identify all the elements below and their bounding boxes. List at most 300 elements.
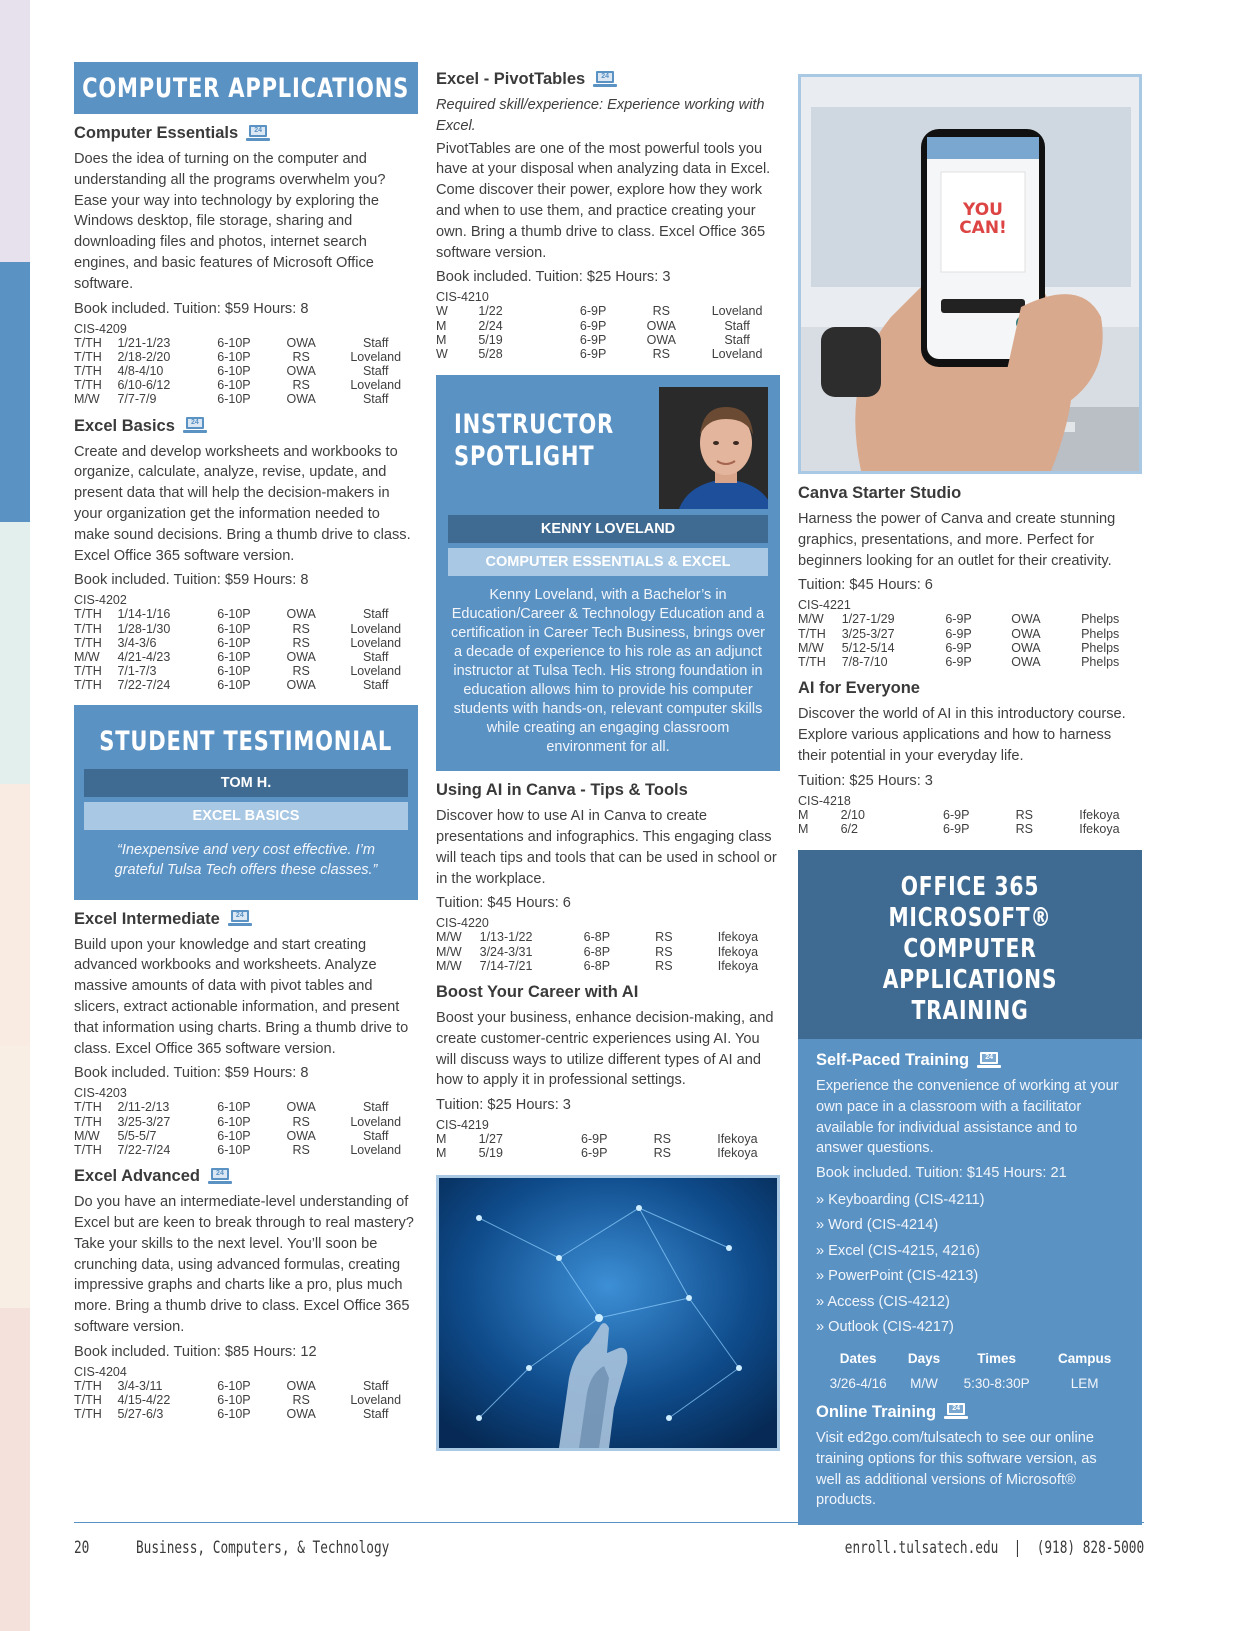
table-cell: RS	[292, 1142, 310, 1157]
schedule-table	[74, 1379, 418, 1422]
table-cell: 6-9P	[943, 821, 970, 836]
course-tuition: Book included. Tuition: $59 Hours: 8	[74, 300, 309, 317]
table-cell: T/TH	[74, 678, 102, 693]
table-cell: Phelps	[1081, 655, 1120, 669]
table-cell: T/TH	[74, 664, 102, 679]
table-cell: T/TH	[74, 1378, 102, 1393]
course-code: CIS-4202	[74, 593, 127, 608]
table-cell: 2/18-2/20	[117, 349, 171, 364]
table-cell: OWA	[286, 649, 316, 664]
list-item: » Word (CIS-4214)	[816, 1217, 939, 1234]
course-title-row	[798, 484, 1142, 503]
table-row	[798, 641, 1142, 655]
table-cell: 4/21-4/23	[117, 649, 171, 664]
table-row	[798, 612, 1142, 626]
table-cell: 6-10P	[217, 678, 251, 693]
course-canva-starter	[798, 484, 1142, 669]
schedule-table	[74, 1100, 418, 1157]
edge-band-blue	[0, 262, 30, 522]
table-row	[74, 1143, 418, 1157]
table-cell: 1/14-1/16	[117, 607, 171, 622]
table-row	[74, 392, 418, 406]
table-row	[436, 319, 780, 333]
table-cell: M	[798, 807, 809, 822]
spotlight-description: Kenny Loveland, with a Bachelor’s in Education/Career & Technology Education and a certification in Career Tech Business, brings over a decade of experience to his role as an adjunct instructor at Tulsa Tech. His strong foundation in education allows him to provide his computer students with hands-on, relevant computer skills while creating an engaging classroom environment for all.	[450, 587, 766, 756]
table-row	[798, 808, 1142, 822]
table-header-row	[816, 1347, 1124, 1370]
section-banner-title: COMPUTER APPLICATIONS	[82, 72, 410, 104]
table-cell: OWA	[286, 1128, 316, 1143]
table-cell: T/TH	[74, 1392, 102, 1407]
table-row	[74, 350, 418, 364]
spotlight-heading-line: SPOTLIGHT	[454, 441, 595, 473]
office365-training-box	[798, 850, 1142, 1525]
table-cell: M/W	[74, 649, 100, 664]
table-row	[74, 1393, 418, 1407]
table-cell: 6-9P	[581, 1132, 608, 1147]
table-cell: OWA	[286, 1100, 316, 1115]
table-cell: 5/19	[478, 1146, 503, 1161]
table-cell: M/W	[74, 392, 100, 407]
course-ai-in-canva	[436, 781, 780, 973]
course-description: Discover how to use AI in Canva to create presentations and infographics. This engaging class will teach tips and tools that can be used in school or in the workplace.	[436, 808, 777, 887]
course-title: Boost Your Career with AI	[436, 982, 639, 1001]
table-cell: Ifekoya	[717, 1132, 758, 1147]
table-cell: 6-10P	[217, 378, 251, 393]
table-cell: Phelps	[1081, 612, 1120, 627]
instructor-photo	[659, 387, 768, 509]
table-cell: Staff	[362, 1128, 389, 1143]
table-row	[74, 622, 418, 636]
laptop-24-icon: 24	[183, 417, 207, 435]
laptop-24-icon: 24	[944, 1403, 968, 1421]
course-title-row	[74, 417, 418, 436]
table-cell: Phelps	[1081, 640, 1120, 655]
table-cell: 6-9P	[945, 626, 972, 641]
course-title: Excel Intermediate	[74, 909, 220, 928]
table-cell: RS	[292, 621, 310, 636]
spotlight-heading	[454, 409, 614, 473]
table-cell: 6-10P	[217, 363, 251, 378]
section-banner	[74, 62, 418, 114]
table-cell: 6-10P	[217, 607, 251, 622]
course-title-row	[436, 70, 780, 89]
laptop-24-icon: 24	[593, 71, 617, 89]
table-cell: Ifekoya	[1079, 807, 1120, 822]
table-cell: OWA	[286, 1378, 316, 1393]
table-cell: Ifekoya	[717, 1146, 758, 1161]
table-row	[74, 1100, 418, 1114]
table-cell: 6-10P	[217, 621, 251, 636]
table-cell: W	[436, 304, 448, 319]
table-cell: RS	[655, 944, 673, 959]
table-row	[74, 378, 418, 392]
table-cell: Staff	[362, 1407, 389, 1422]
schedule-table	[798, 808, 1142, 836]
table-cell: Staff	[362, 392, 389, 407]
column-left	[74, 62, 418, 1421]
table-cell: T/TH	[74, 1407, 102, 1422]
table-cell: 1/21-1/23	[117, 335, 171, 350]
course-code: CIS-4204	[74, 1364, 127, 1379]
table-cell: RS	[292, 664, 310, 679]
spotlight-top	[448, 387, 768, 509]
table-cell: T/TH	[74, 621, 102, 636]
table-cell: OWA	[286, 363, 316, 378]
table-row	[74, 607, 418, 621]
table-cell: T/TH	[798, 626, 826, 641]
course-tuition: Book included. Tuition: $59 Hours: 8	[74, 1065, 309, 1082]
footer-section-name: Business, Computers, & Technology	[136, 1538, 390, 1558]
online-training-title-row	[816, 1403, 1124, 1422]
course-title: Using AI in Canva - Tips & Tools	[436, 781, 688, 800]
course-tuition: Tuition: $45 Hours: 6	[798, 577, 933, 594]
table-cell: Staff	[362, 649, 389, 664]
table-row	[436, 347, 780, 361]
table-cell: 4/15-4/22	[117, 1392, 171, 1407]
course-title: Excel Advanced	[74, 1167, 200, 1186]
table-cell: 6-10P	[217, 392, 251, 407]
table-cell: OWA	[286, 678, 316, 693]
list-item: » Keyboarding (CIS-4211)	[816, 1191, 985, 1208]
table-cell: LEM	[1070, 1375, 1099, 1391]
table-cell: T/TH	[74, 363, 102, 378]
table-cell: OWA	[286, 1407, 316, 1422]
schedule-table	[436, 930, 780, 973]
table-cell: 6-8P	[583, 944, 611, 959]
table-row	[74, 336, 418, 350]
table-cell: OWA	[1011, 640, 1041, 655]
laptop-24-icon: 24	[208, 1168, 232, 1186]
course-excel-intermediate	[74, 910, 418, 1158]
table-cell: Loveland	[711, 304, 763, 319]
table-cell: Loveland	[350, 1392, 402, 1407]
table-cell: RS	[292, 635, 310, 650]
table-cell: 6-10P	[217, 1142, 251, 1157]
laptop-24-icon: 24	[977, 1052, 1001, 1070]
table-cell: 6-10P	[217, 1392, 251, 1407]
table-cell: 7/22-7/24	[117, 1142, 171, 1157]
course-description: Create and develop worksheets and workbooks to organize, calculate, analyze, revise, update, and present data that will help the decision-makers in your organization get the information needed to make sound decisions. Bring a thumb drive to class. Excel Office 365 software version.	[74, 443, 411, 564]
table-cell: Loveland	[350, 378, 402, 393]
edge-band-lavender	[0, 0, 30, 262]
edge-band-pink	[0, 1308, 30, 1631]
table-cell: 3/25-3/27	[117, 1114, 171, 1129]
footer-contact: enroll.tulsatech.edu | (918) 828-5000	[844, 1538, 1144, 1558]
table-cell: 3/4-3/6	[117, 635, 157, 650]
table-row	[798, 655, 1142, 669]
table-cell: 7/8-7/10	[841, 655, 888, 669]
course-description: Boost your business, enhance decision-making, and create customer-centric experiences using AI. You will discuss ways to utilize different types of AI and how to apply it in professional settings.	[436, 1009, 774, 1089]
spotlight-course: COMPUTER ESSENTIALS & EXCEL	[448, 548, 768, 576]
self-paced-course-list	[816, 1188, 1124, 1341]
table-cell: T/TH	[74, 378, 102, 393]
table-cell: OWA	[1011, 626, 1041, 641]
table-cell: RS	[653, 1132, 671, 1147]
table-cell: RS	[292, 1392, 310, 1407]
table-cell: Staff	[724, 332, 750, 347]
table-row	[74, 636, 418, 650]
self-paced-title: Self-Paced Training	[816, 1051, 970, 1069]
table-cell: 3/4-3/11	[117, 1378, 163, 1393]
course-computer-essentials	[74, 124, 418, 407]
testimonial-heading: STUDENT TESTIMONIAL	[99, 726, 393, 758]
table-row	[436, 1146, 780, 1160]
table-cell: 3/24-3/31	[479, 944, 533, 959]
schedule-table	[74, 607, 418, 692]
course-code: CIS-4209	[74, 321, 127, 336]
table-cell: 1/27-1/29	[841, 612, 895, 627]
course-code: CIS-4218	[798, 793, 851, 808]
table-cell: 6-10P	[217, 664, 251, 679]
course-requirement: Required skill/experience: Experience working with Excel.	[436, 97, 765, 134]
office365-heading-line: OFFICE 365 MICROSOFT®	[888, 872, 1052, 933]
course-excel-pivottables	[436, 70, 780, 361]
spotlight-name: KENNY LOVELAND	[448, 515, 768, 543]
table-cell: 6-9P	[579, 318, 607, 333]
table-cell: 6-10P	[217, 335, 251, 350]
course-title-row	[798, 679, 1142, 698]
table-cell: M	[436, 1146, 447, 1161]
table-cell: M	[798, 821, 809, 836]
table-cell: OWA	[286, 607, 316, 622]
spotlight-heading-line: INSTRUCTOR	[454, 409, 615, 441]
table-cell: 3/25-3/27	[841, 626, 895, 641]
table-cell: 1/28-1/30	[117, 621, 171, 636]
table-cell: RS	[653, 1146, 671, 1161]
course-code: CIS-4210	[436, 290, 489, 305]
table-cell: 7/7-7/9	[117, 392, 157, 407]
course-title-row	[74, 1167, 418, 1186]
table-cell: OWA	[286, 392, 316, 407]
self-paced-title-row	[816, 1051, 1124, 1070]
course-title: Excel - PivotTables	[436, 70, 586, 88]
table-row	[798, 822, 1142, 836]
phone-canva-image	[798, 74, 1142, 474]
table-cell: 6/10-6/12	[117, 378, 171, 393]
table-cell: Staff	[362, 363, 389, 378]
course-description: Build upon your knowledge and start creating advanced workbooks and worksheets. Analyze massive amounts of data with pivot tables and slicers, extract actionable information, and present that information using charts. Bring a thumb drive to class. Excel Office 365 software version.	[74, 936, 409, 1057]
online-training-title: Online Training	[816, 1402, 937, 1421]
table-cell: M/W	[436, 944, 462, 959]
table-cell: 5/12-5/14	[841, 640, 895, 655]
edge-band-peach	[0, 784, 30, 1046]
table-cell: Loveland	[350, 664, 402, 679]
table-cell: T/TH	[74, 1114, 102, 1129]
table-cell: 5/19	[478, 332, 503, 347]
table-row	[436, 945, 780, 959]
testimonial-quote: “Inexpensive and very cost effective. I’m grateful Tulsa Tech offers these classes.”	[114, 841, 378, 878]
table-cell: RS	[1015, 807, 1033, 822]
table-cell: RS	[292, 1114, 310, 1129]
table-cell: 1/27	[478, 1132, 503, 1147]
schedule-table	[436, 304, 780, 361]
course-title: Excel Basics	[74, 416, 175, 435]
laptop-24-icon: 24	[246, 125, 270, 143]
testimonial-name: TOM H.	[84, 769, 408, 797]
table-row	[74, 664, 418, 678]
table-cell: 6-9P	[579, 346, 607, 361]
course-title: AI for Everyone	[798, 679, 920, 698]
course-tuition: Tuition: $45 Hours: 6	[436, 895, 571, 912]
table-row	[74, 1379, 418, 1393]
table-row	[74, 364, 418, 378]
course-description: PivotTables are one of the most powerful tools you have at your disposal when analyzing data in Excel. Come discover their power, explore how they work and when to use them, and practice creating your own. Bring a thumb drive to class. Excel Office 365 software version.	[436, 140, 771, 261]
table-cell: T/TH	[74, 607, 102, 622]
table-cell: 6-9P	[579, 332, 607, 347]
instructor-spotlight-box	[436, 375, 780, 771]
course-title-row	[436, 983, 780, 1002]
table-cell: 6-10P	[217, 1407, 251, 1422]
course-tuition: Book included. Tuition: $85 Hours: 12	[74, 1343, 317, 1360]
table-row	[436, 1132, 780, 1146]
course-code: CIS-4203	[74, 1086, 127, 1101]
table-row	[74, 650, 418, 664]
table-cell: W	[436, 346, 448, 361]
course-code: CIS-4219	[436, 1118, 489, 1133]
table-cell: 6-10P	[217, 1128, 251, 1143]
schedule-table	[798, 612, 1142, 669]
table-cell: M/W	[436, 958, 462, 973]
table-cell: 6-8P	[583, 930, 611, 945]
table-cell: 5/28	[478, 346, 503, 361]
course-tuition: Tuition: $25 Hours: 3	[436, 1097, 571, 1114]
table-cell: OWA	[286, 335, 316, 350]
table-row	[436, 304, 780, 318]
course-title: Canva Starter Studio	[798, 484, 962, 502]
table-row	[798, 627, 1142, 641]
column-right	[798, 74, 1142, 1525]
table-cell: 6-10P	[217, 635, 251, 650]
table-row	[74, 678, 418, 692]
list-item: » Excel (CIS-4215, 4216)	[816, 1242, 980, 1259]
table-cell: RS	[652, 304, 670, 319]
table-cell: OWA	[646, 332, 676, 347]
course-tuition: Tuition: $25 Hours: 3	[798, 772, 933, 789]
table-cell: Ifekoya	[717, 930, 759, 945]
table-header: Dates	[839, 1350, 877, 1366]
table-cell: OWA	[646, 318, 676, 333]
table-cell: T/TH	[74, 335, 102, 350]
table-cell: 5:30-8:30P	[963, 1375, 1030, 1391]
table-cell: T/TH	[74, 349, 102, 364]
course-title-row	[436, 781, 780, 800]
table-cell: M/W	[798, 612, 824, 627]
table-cell: RS	[652, 346, 670, 361]
table-row	[74, 1129, 418, 1143]
table-cell: Loveland	[350, 1114, 402, 1129]
schedule-table	[74, 336, 418, 407]
schedule-table	[436, 1132, 780, 1160]
table-cell: Loveland	[350, 635, 402, 650]
list-item: » Access (CIS-4212)	[816, 1293, 950, 1310]
course-tuition: Book included. Tuition: $59 Hours: 8	[74, 572, 309, 589]
table-cell: 6/2	[840, 821, 858, 836]
list-item: » PowerPoint (CIS-4213)	[816, 1268, 979, 1285]
table-cell: M	[436, 1132, 447, 1147]
table-cell: OWA	[1011, 655, 1041, 669]
table-cell: RS	[1015, 821, 1033, 836]
table-cell: 5/27-6/3	[117, 1407, 164, 1422]
table-row	[436, 959, 780, 973]
table-header: Campus	[1058, 1350, 1112, 1366]
course-code: CIS-4221	[798, 598, 851, 613]
testimonial-heading-wrap	[84, 715, 408, 769]
table-cell: Ifekoya	[1079, 821, 1120, 836]
table-cell: 2/24	[478, 318, 503, 333]
table-header: Days	[907, 1350, 941, 1366]
course-code: CIS-4220	[436, 916, 489, 931]
table-cell: 6-9P	[945, 655, 972, 669]
course-description: Harness the power of Canva and create stunning graphics, presentations, and more. Perfect for beginners looking for an outlet for their creativity.	[798, 511, 1116, 569]
table-cell: 3/26-4/16	[829, 1375, 887, 1391]
table-cell: Loveland	[350, 349, 402, 364]
table-cell: 6-8P	[583, 958, 611, 973]
online-training-description: Visit ed2go.com/tulsatech to see our online training options for this software version, as well as additional versions of Microsoft® products.	[816, 1429, 1097, 1509]
table-row	[436, 333, 780, 347]
table-cell: Staff	[362, 607, 389, 622]
table-cell: 6-10P	[217, 1378, 251, 1393]
table-cell: 6-9P	[945, 640, 972, 655]
table-cell: Staff	[362, 335, 389, 350]
self-paced-tuition: Book included. Tuition: $145 Hours: 21	[816, 1165, 1067, 1182]
table-cell: M	[436, 332, 447, 347]
table-cell: T/TH	[74, 1142, 102, 1157]
course-description: Do you have an intermediate-level understanding of Excel but are keen to break through to real mastery? Take your skills to the next level. You’ll soon be crunching data, using advanced formulas, creating impressive graphs and charts like a pro, plus much more. Bring a thumb drive to class. Excel Office 365 software version.	[74, 1194, 414, 1335]
table-cell: 6-9P	[579, 304, 607, 319]
office365-body	[798, 1039, 1142, 1525]
edge-band-cream	[0, 1046, 30, 1308]
table-cell: 1/22	[478, 304, 503, 319]
table-cell: 6-9P	[581, 1146, 608, 1161]
course-description: Does the idea of turning on the computer and understanding all the programs overwhelm you? Ease your way into technology by exploring the Windows desktop, file storage, sharing and downloading files and photos, internet search engines, and basic features of Microsoft Office software.	[74, 151, 386, 292]
table-cell: 6-10P	[217, 1100, 251, 1115]
table-cell: 7/1-7/3	[117, 664, 157, 679]
laptop-24-icon: 24	[228, 910, 252, 928]
table-cell: 6-9P	[945, 612, 972, 627]
table-header: Times	[977, 1350, 1016, 1366]
table-cell: 7/14-7/21	[479, 958, 533, 973]
office365-heading-line: COMPUTER APPLICATIONS	[882, 934, 1058, 995]
course-title-row	[74, 910, 418, 929]
table-cell: T/TH	[798, 655, 826, 669]
table-cell: Ifekoya	[717, 944, 759, 959]
office365-heading	[798, 850, 1142, 1039]
table-cell: 6-10P	[217, 1114, 251, 1129]
table-cell: 6-10P	[217, 349, 251, 364]
table-cell: M/W	[74, 1128, 100, 1143]
table-cell: Ifekoya	[717, 958, 759, 973]
table-cell: 2/11-2/13	[117, 1100, 170, 1115]
table-cell: RS	[292, 349, 310, 364]
edge-band-mint	[0, 522, 30, 784]
table-cell: Loveland	[711, 346, 763, 361]
testimonial-course: EXCEL BASICS	[84, 802, 408, 830]
course-boost-career-ai	[436, 983, 780, 1161]
table-cell: Loveland	[350, 1142, 402, 1157]
table-cell: M/W	[910, 1375, 938, 1391]
column-middle	[436, 70, 780, 1451]
table-cell: T/TH	[74, 1100, 102, 1115]
course-title: Computer Essentials	[74, 124, 239, 142]
table-cell: M/W	[436, 930, 462, 945]
list-item: » Outlook (CIS-4217)	[816, 1319, 954, 1336]
course-excel-advanced	[74, 1167, 418, 1421]
table-cell: T/TH	[74, 635, 102, 650]
table-cell: Phelps	[1081, 626, 1120, 641]
table-row	[816, 1370, 1124, 1397]
table-cell: RS	[655, 930, 673, 945]
